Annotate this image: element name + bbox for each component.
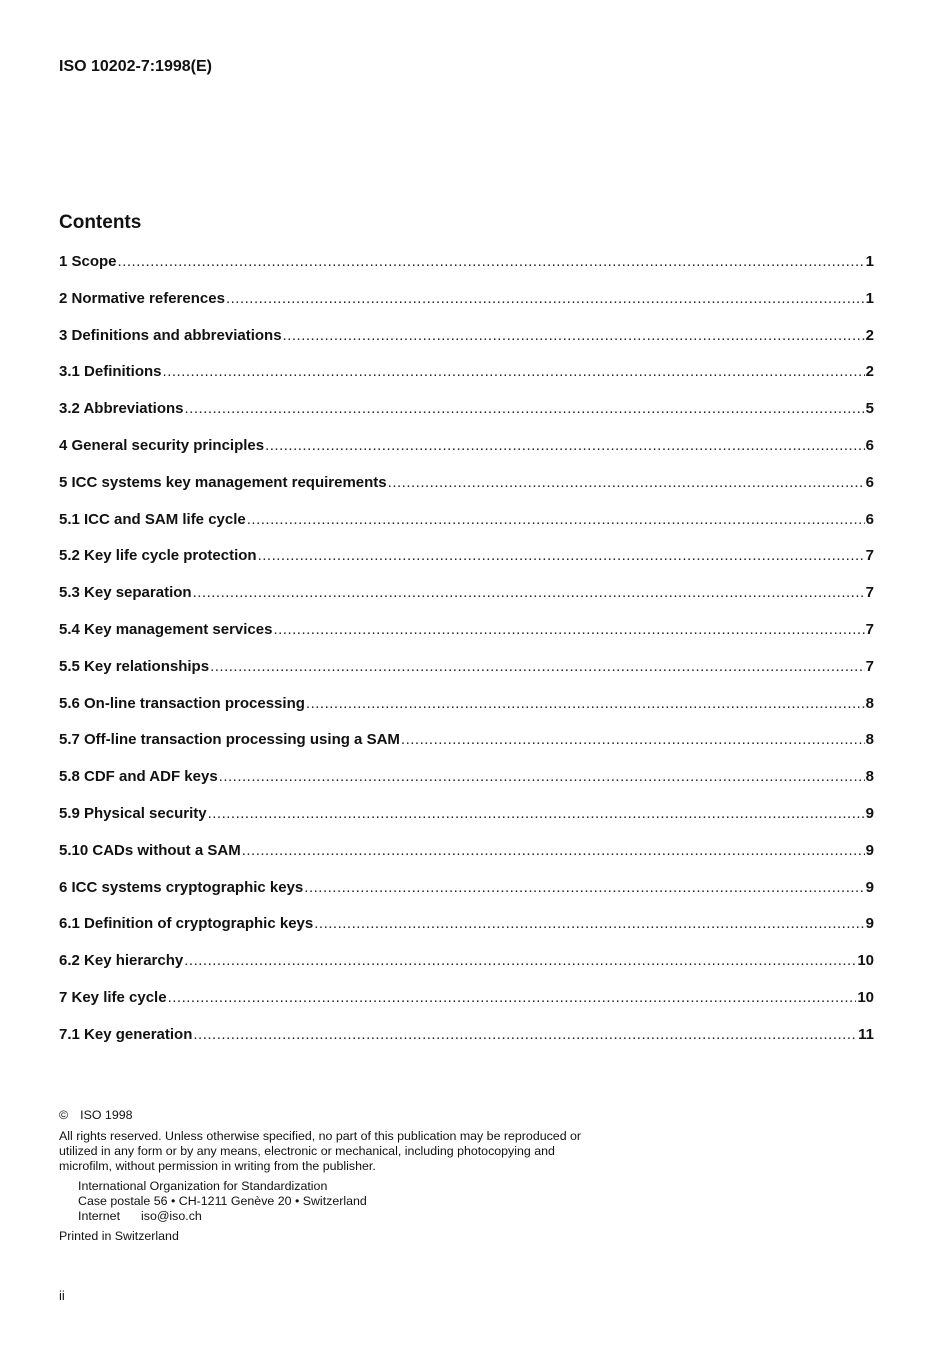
toc-entry-title: 5.1 ICC and SAM life cycle bbox=[59, 510, 246, 528]
toc-dot-leader bbox=[210, 658, 865, 675]
internet-label: Internet bbox=[78, 1209, 121, 1223]
toc-entry-title: 5.7 Off-line transaction processing using a SAM bbox=[59, 731, 400, 749]
toc-entry[interactable] bbox=[59, 915, 874, 952]
toc-entry[interactable] bbox=[59, 474, 874, 511]
toc-entry-page: 10 bbox=[857, 952, 874, 970]
toc-dot-leader bbox=[304, 879, 864, 896]
toc-entry-title: 5.10 CADs without a SAM bbox=[59, 841, 241, 859]
toc-entry[interactable] bbox=[59, 731, 874, 768]
toc-dot-leader bbox=[242, 842, 865, 859]
toc-dot-leader bbox=[388, 474, 865, 491]
toc-entry[interactable] bbox=[59, 511, 874, 548]
toc-entry[interactable] bbox=[59, 584, 874, 621]
toc-entry-page: 9 bbox=[865, 841, 874, 859]
toc-entry-title: 3.1 Definitions bbox=[59, 363, 162, 381]
toc-entry-page: 1 bbox=[865, 289, 874, 307]
toc-entry-title: 6.2 Key hierarchy bbox=[59, 952, 184, 970]
toc-dot-leader bbox=[168, 989, 857, 1006]
toc-entry-page: 9 bbox=[865, 804, 874, 822]
toc-entry[interactable] bbox=[59, 879, 874, 916]
toc-entry-page: 11 bbox=[858, 1025, 874, 1043]
toc-entry-page: 2 bbox=[865, 326, 874, 344]
toc-entry[interactable] bbox=[59, 547, 874, 584]
toc-entry-title: 3.2 Abbreviations bbox=[59, 400, 184, 418]
contents-heading: Contents bbox=[59, 212, 142, 233]
toc-entry[interactable] bbox=[59, 363, 874, 400]
toc-entry-title: 2 Normative references bbox=[59, 289, 225, 307]
toc-dot-leader bbox=[258, 547, 865, 564]
toc-entry-page: 9 bbox=[865, 878, 874, 896]
toc-entry-page: 10 bbox=[857, 988, 874, 1006]
toc-dot-leader bbox=[219, 768, 865, 785]
toc-entry[interactable] bbox=[59, 1026, 874, 1063]
internet-line bbox=[78, 1209, 599, 1224]
toc-entry[interactable] bbox=[59, 989, 874, 1026]
toc-entry[interactable] bbox=[59, 437, 874, 474]
toc-entry-title: 5.3 Key separation bbox=[59, 584, 192, 602]
toc-dot-leader bbox=[118, 253, 865, 270]
toc-entry[interactable] bbox=[59, 658, 874, 695]
toc-entry[interactable] bbox=[59, 621, 874, 658]
copyright-line bbox=[59, 1108, 599, 1123]
toc-entry-title: 5.5 Key relationships bbox=[59, 657, 210, 675]
toc-entry-title: 7 Key life cycle bbox=[59, 988, 167, 1006]
toc-dot-leader bbox=[184, 952, 856, 969]
toc-entry-page: 7 bbox=[865, 657, 874, 675]
toc-entry-title: 5 ICC systems key management requirements bbox=[59, 473, 387, 491]
toc-dot-leader bbox=[247, 511, 865, 528]
toc-entry[interactable] bbox=[59, 253, 874, 290]
toc-entry-page: 9 bbox=[865, 915, 874, 933]
toc-entry[interactable] bbox=[59, 400, 874, 437]
toc-entry[interactable] bbox=[59, 695, 874, 732]
toc-entry-title: 1 Scope bbox=[59, 253, 117, 270]
toc-dot-leader bbox=[184, 400, 864, 417]
toc-dot-leader bbox=[163, 363, 865, 380]
toc-dot-leader bbox=[193, 1026, 857, 1043]
toc-entry-page: 8 bbox=[865, 731, 874, 749]
toc-entry-title: 3 Definitions and abbreviations bbox=[59, 326, 282, 344]
toc-entry-page: 7 bbox=[865, 547, 874, 565]
copyright-icon: © bbox=[59, 1108, 69, 1122]
toc-entry[interactable] bbox=[59, 768, 874, 805]
toc-entry-page: 7 bbox=[865, 584, 874, 602]
toc-entry[interactable] bbox=[59, 952, 874, 989]
toc-entry-page: 2 bbox=[865, 363, 874, 381]
toc-entry-page: 6 bbox=[865, 436, 874, 454]
toc-dot-leader bbox=[193, 584, 865, 601]
rights-statement: All rights reserved. Unless otherwise specified, no part of this publication may be reproduced or utilized in any form or by any means, electronic or mechanical, including photocopying and microfilm, without permission in writing from the publisher. bbox=[59, 1129, 582, 1173]
toc-entry-page: 1 bbox=[865, 253, 874, 270]
toc-entry-title: 5.6 On-line transaction processing bbox=[59, 694, 305, 712]
toc-dot-leader bbox=[208, 805, 865, 822]
internet-email[interactable]: iso@iso.ch bbox=[141, 1209, 202, 1223]
toc-entry[interactable] bbox=[59, 327, 874, 364]
toc-entry-page: 8 bbox=[865, 768, 874, 786]
toc-dot-leader bbox=[314, 915, 864, 932]
toc-dot-leader bbox=[306, 695, 865, 712]
toc-entry-title: 7.1 Key generation bbox=[59, 1025, 193, 1043]
toc-entry[interactable] bbox=[59, 290, 874, 327]
toc-entry-page: 8 bbox=[865, 694, 874, 712]
toc-entry-title: 6.1 Definition of cryptographic keys bbox=[59, 915, 314, 933]
toc-entry-page: 5 bbox=[865, 400, 874, 418]
toc-dot-leader bbox=[265, 437, 865, 454]
toc-dot-leader bbox=[283, 327, 865, 344]
toc-entry[interactable] bbox=[59, 805, 874, 842]
toc-entry-title: 5.2 Key life cycle protection bbox=[59, 547, 257, 565]
page-number: ii bbox=[59, 1288, 65, 1303]
printed-location: Printed in Switzerland bbox=[59, 1229, 179, 1243]
toc-entry-page: 6 bbox=[865, 510, 874, 528]
toc-dot-leader bbox=[401, 731, 865, 748]
postal-address: Case postale 56 • CH-1211 Genève 20 • Switzerland bbox=[78, 1194, 367, 1208]
toc-entry-title: 4 General security principles bbox=[59, 436, 265, 454]
toc-entry-title: 5.9 Physical security bbox=[59, 804, 207, 822]
publisher-address bbox=[59, 1179, 599, 1224]
toc-entry-title: 5.4 Key management services bbox=[59, 620, 273, 638]
document-id: ISO 10202-7:1998(E) bbox=[59, 58, 212, 75]
toc-dot-leader bbox=[273, 621, 864, 638]
copyright-notice: ISO 1998 bbox=[80, 1108, 133, 1122]
toc-dot-leader bbox=[226, 290, 865, 307]
toc-entry-title: 6 ICC systems cryptographic keys bbox=[59, 878, 304, 896]
copyright-block bbox=[59, 1108, 599, 1244]
toc-entry-title: 5.8 CDF and ADF keys bbox=[59, 768, 218, 786]
toc-entry-page: 6 bbox=[865, 473, 874, 491]
toc-entry[interactable] bbox=[59, 842, 874, 879]
organization-name: International Organization for Standardization bbox=[78, 1179, 328, 1193]
table-of-contents bbox=[59, 253, 874, 1063]
toc-entry-page: 7 bbox=[865, 620, 874, 638]
